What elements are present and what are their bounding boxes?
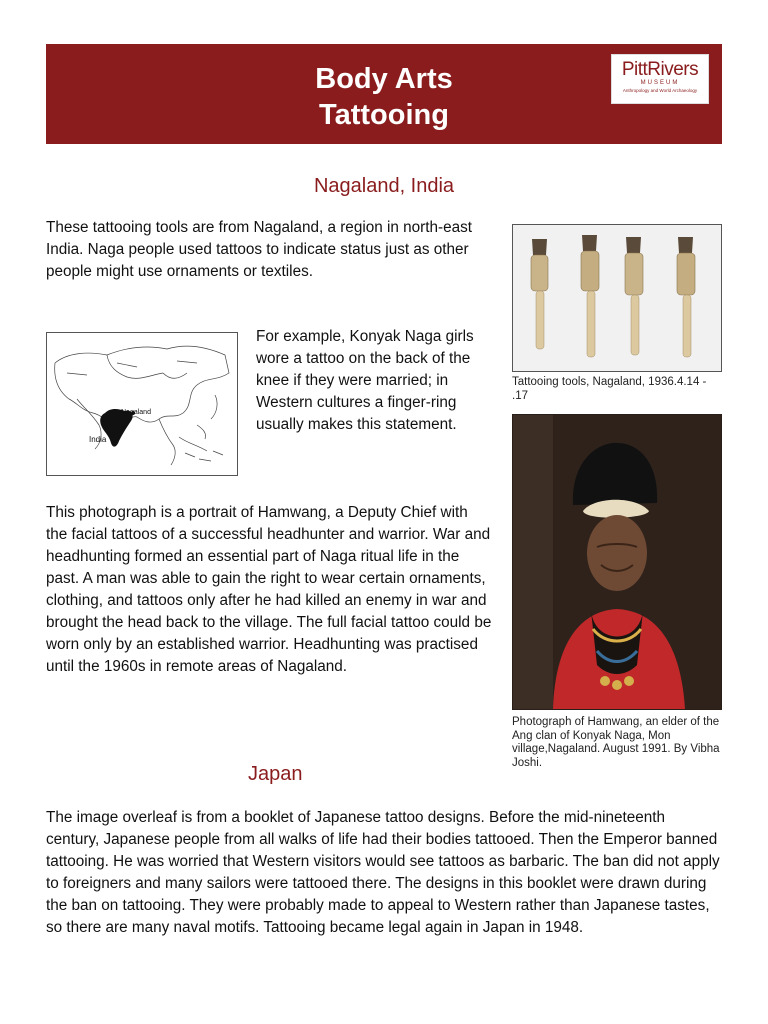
section-heading-japan: Japan [248, 763, 303, 785]
logo-subtitle: Anthropology and World Archaeology [622, 88, 698, 93]
map-label-nagaland: Nagaland [121, 409, 151, 416]
asia-map [46, 332, 238, 476]
header-banner [46, 44, 722, 144]
map-label-india: India [89, 435, 107, 444]
tattoo-tool-2 [581, 235, 599, 357]
example-paragraph: For example, Konyak Naga girls wore a tattoo on the back of the knee if they were married; in Western cultures a finger-ring usually makes this statement. [256, 328, 474, 433]
tattoo-tools-photo [512, 224, 722, 372]
logo-name: PittRivers [621, 59, 699, 80]
intro-paragraph: These tattooing tools are from Nagaland, a region in north-east India. Naga people used tattoos to indicate status just as other people might use ornaments or textiles. [46, 219, 473, 280]
page-title-line2: Tattooing [319, 99, 449, 131]
photo-caption: Photograph of Hamwang, an elder of the Ang clan of Konyak Naga, Mon village,Nagaland. August 1991. By Vibha Joshi. [512, 716, 720, 769]
tattoo-tool-4 [677, 237, 695, 357]
section-heading-nagaland: Nagaland, India [313, 175, 455, 197]
japan-paragraph: The image overleaf is from a booklet of Japanese tattoo designs. Before the mid-nineteenth century, Japanese people from all walks of life had their bodies tattooed. Then the Emperor banned tattooing. He was worried that Western visitors would see tattoos as barbaric. The ban did not apply to foreigners and many sailors were tattooed there. The designs in this booklet were drawn during the ban on tattooing. They were probably made to appeal to Western rather than Japanese tastes, so there are many naval motifs. Tattooing became legal again in Japan in 1948. [46, 809, 720, 936]
page-title-line1: Body Arts [315, 63, 453, 95]
hamwang-portrait-photo [512, 414, 722, 710]
map-drawing [47, 333, 237, 475]
tools-caption: Tattooing tools, Nagaland, 1936.4.14 - .17 [512, 376, 707, 402]
portrait-paragraph: This photograph is a portrait of Hamwang, a Deputy Chief with the facial tattoos of a successful headhunter and warrior. War and headhunting formed an essential part of Naga ritual life in the past. A man was able to gain the right to wear certain ornaments, clothing, and tattoos only after he had killed an enemy in war and brought the head back to the village. The full facial tattoo could be worn only by an established warrior. Headhunting was practised until the 1960s in remote areas of Nagaland. [46, 504, 492, 675]
logo-museum: MUSEUM [640, 80, 680, 86]
pitt-rivers-logo [611, 54, 709, 104]
tattoo-tool-1 [531, 239, 548, 349]
tattoo-tool-3 [625, 237, 643, 355]
